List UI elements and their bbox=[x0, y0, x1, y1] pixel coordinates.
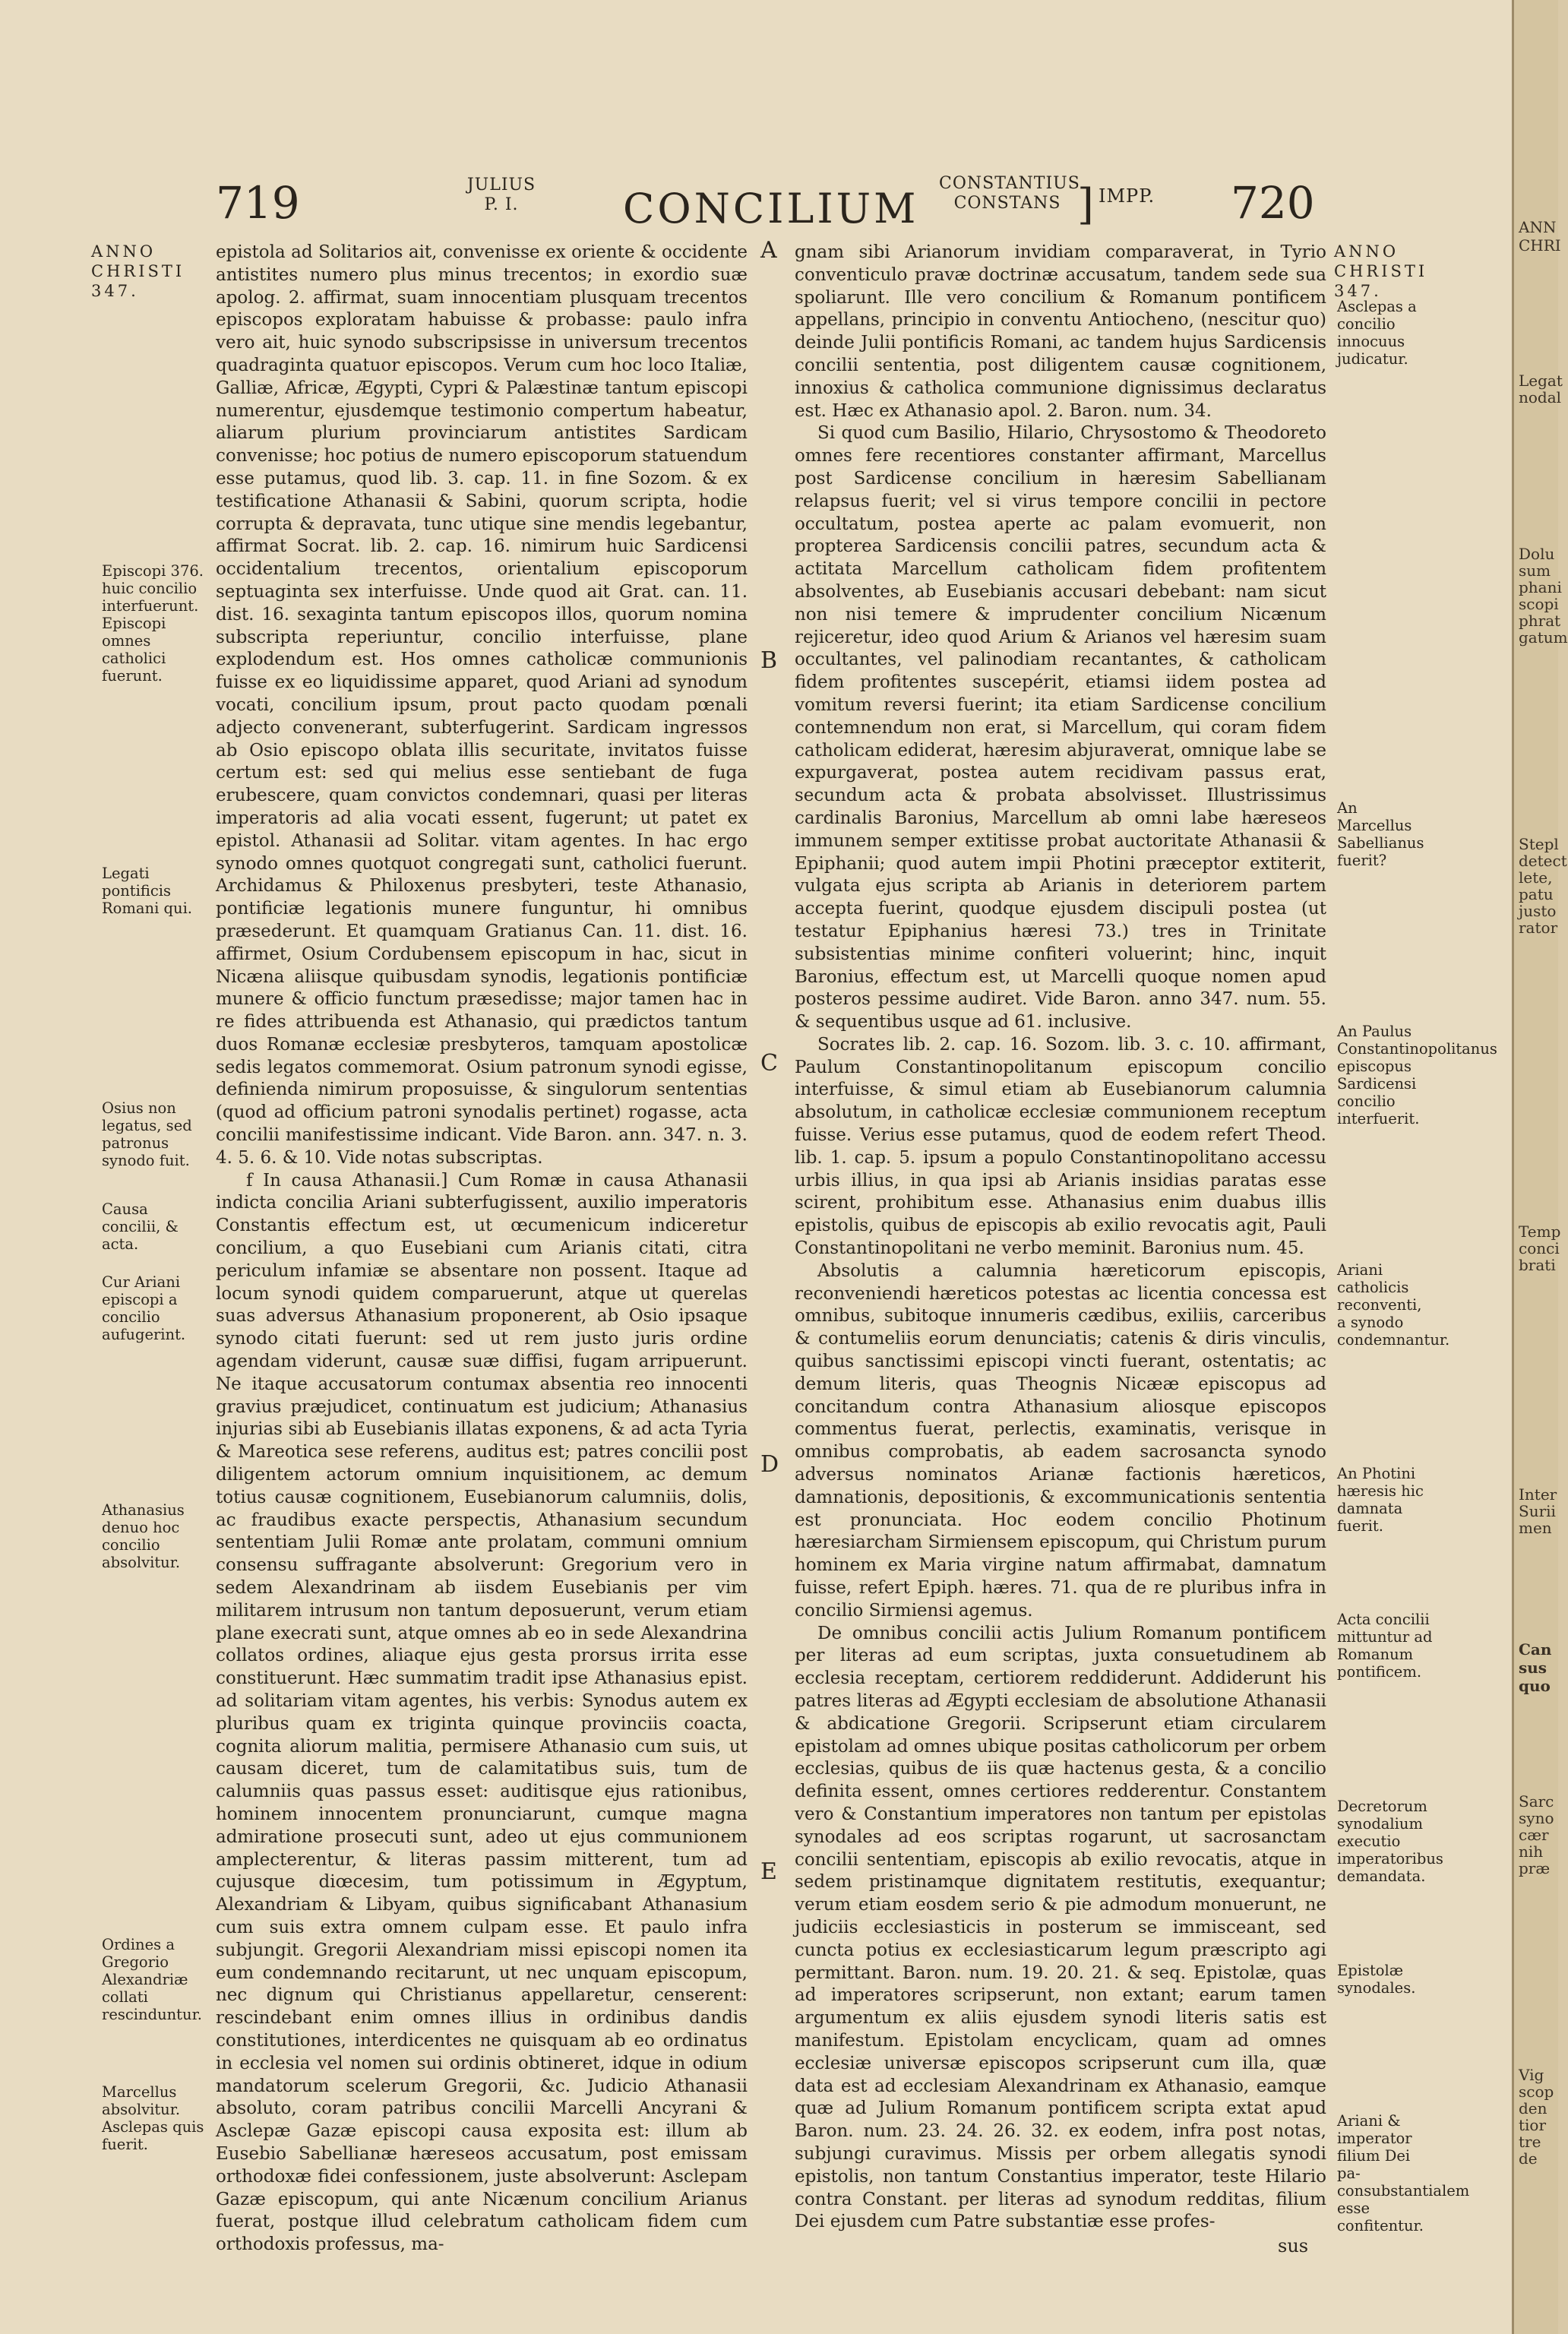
left-margin-note: Ordines a Gregorio Alexandriæ collati rescinduntur. bbox=[102, 1936, 202, 2023]
section-letter: A bbox=[760, 237, 777, 264]
paragraph: f In causa Athanasii.] Cum Romæ in causa Athanasii indicta concilia Ariani subterfugissent, auxilio imperatoris Constantis effectum est, ut œcumenicum indiceretur concilium, a quo Eusebiani cum Arianis citati, citra periculum infamiæ se absentare non possent. Itaque ad locum synodi quidem comparuerunt, atque ut querelas suas adversus Athanasium proponerent, ab Osio ipsaque synodo citati fuerunt: sed ut rem justo juris ordine agendam viderunt, causæ suæ diffisi, fugam arripuerunt. Ne itaque accusatorum contumax absentia reo innocenti gravius præjudicet, continuatum est judicium; Athanasius injurias sibi ab Eusebianis illatas exponens, & ad acta Tyria & Mareotica sese referens, auditus est; patres concilii post diligentem actorum omnium inquisitionem, ac demum totius causæ cognitionem, Eusebianorum calumniis, dolis, ac fraudibus exacte perspectis, Athanasium secundum sententiam Julii Romæ ante prolatam, communi omnium consensu suffragante absolverunt: Gregorium vero in sedem Alexandrinam ab iisdem Eusebianis per vim militarem intrusum non tantum deposuerunt, verum etiam plane execrati sunt, atque omnes ab eo in sede Alexandrina collatos ordines, aliaque ejus gesta prorsus irrita esse constituerunt. Hæc summatim tradit ipse Athanasius epist. ad solitariam vitam agentes, his verbis: Synodus autem ex pluribus quam ex triginta quinque provinciis coacta, cognita aliorum malitia, permisere Athanasio cum suis, ut causam diceret, tum de calamitatibus suis, tum de calumniis quas passus esset: auditisque ejus rationibus, hominem innocentem pronunciarunt, cumque magna admiratione prosecuti sunt, adeo ut ejus communionem amplecterentur, & literas passim mitterent, tum ad cujusque diœcesim, tum potissimum in Ægyptum, Alexandriam & Libyam, quibus significabant Athanasium cum suis extra omnem culpam esse. Et paulo infra subjungit. Gregorii Alexandriam missi episcopi nomen ita eum condemnando recitarunt, ut nec unquam episcopum, nec dignum qui Christianus appellaretur, censerent: rescindebant enim omnes illius in ordinibus dandis constitutiones, interdicentes ne quisquam ab eo ordinatus in ecclesia vel nomen sui ordinis obtineret, idque in odium mandatorum scelerum Gregorii, &c. Judicio Athanasii absoluto, coram patribus concilii Marcelli Ancyrani & Asclepæ Gazæ episcopi causa exposita est: illum ab Eusebio Sabellianæ hæreseos accusatum, post emissam orthodoxæ fidei confessionem, juste absolverunt: Asclepam Gazæ episcopum, qui ante Nicænum concilium Arianus fuerat, postque illud celebratum catholicam fidem cum orthodoxis professus, ma- bbox=[216, 1170, 748, 2255]
running-head-brace: ] bbox=[1077, 180, 1094, 229]
left-margin-note: Causa concilii, & acta. bbox=[102, 1200, 179, 1253]
right-margin-note: Asclepas a concilio innocuus judicatur. bbox=[1337, 298, 1417, 368]
right-margin-note: An Paulus Constantinopolitanus episcopus Sardicensi concilio interfuerit. bbox=[1337, 1023, 1497, 1127]
left-running-head: JULIUS P. I. bbox=[466, 176, 536, 214]
page-title: CONCILIUM bbox=[623, 185, 919, 232]
section-letter: B bbox=[760, 647, 778, 674]
next-page-edge: ANN CHRI Legat nodal Dolu sum phani scopi phrat gatum Stepl detect lete, patu justo rator Temp conci brati Inter Surii men Can sus quo Sarc syno cær nih præ Vig scop den tior tre de bbox=[1512, 0, 1558, 2334]
left-margin-note: Cur Ariani episcopi a concilio aufugerint. bbox=[102, 1273, 186, 1343]
right-margin-note: Epistolæ synodales. bbox=[1337, 1962, 1416, 1997]
right-margin-note: An Marcellus Sabellianus fuerit? bbox=[1337, 799, 1424, 869]
paragraph: De omnibus concilii actis Julium Romanum pontificem per literas ad eum scriptas, juxta consuetudinem ab ecclesia receptam, certiorem reddiderunt. Addiderunt his patres literas ad Ægypti ecclesiam de absolutione Athanasii & abdicatione Gregorii. Scripserunt etiam circularem epistolam ad omnes ubique positas catholicorum per orbem ecclesias, quibus de iis quæ hactenus gesta, & a concilio definita essent, omnes certiores redderentur. Constantem vero & Constantium imperatores non tantum per epistolas synodales ad eos scriptas rogarunt, ut sacrosanctam concilii sententiam, episcopis ab exilio revocatis, atque in sedem pristinamque dignitatem restitutis, exequantur; verum etiam eosdem serio & pie admodum monuerunt, ne judiciis ecclesiasticis in posterum se immisceant, sed cuncta potius ex ecclesiasticarum legum præscripto agi permittant. Baron. num. 19. 20. 21. & seq. Epistolæ, quas ad imperatores scripserunt, non extant; earum tamen argumentum ex aliis ejusdem synodi literis satis est manifestum. Epistolam encyclicam, quam ad omnes ecclesiæ universæ episcopos scripserunt cum illa, quæ data est ad ecclesiam Alexandrinam ex Athanasio, eamque quæ ad Julium Romanum pontificem scripta extat apud Baron. num. 23. 24. 26. 32. ex eodem, infra post notas, subjungi curavimus. Missis per orbem allegatis synodi epistolis, non tantum Constantius imperator, teste Hilario contra Constant. per literas ad synodum redditas, filium Dei ejusdem cum Patre substantiæ esse profes- bbox=[795, 1623, 1326, 2232]
catchword: sus bbox=[1278, 2235, 1309, 2257]
paragraph: Socrates lib. 2. cap. 16. Sozom. lib. 3. c. 10. affirmant, Paulum Constantinopolitanum episcopum concilio interfuisse, & simul etiam ab Eusebianorum calumnia absolutum, in catholicæ ecclesiæ communionem receptum fuisse. Verius esse putamus, quod de eodem refert Theod. lib. 1. cap. 5. ipsum a populo Constantinopolitano accessu urbis illius, in qua ipsi ab Arianis insidias paratas esse scirent, prohibitum esse. Athanasius enim duabus illis epistolis, quibus de episcopis ab exilio revocatis agit, Pauli Constantinopolitani ne verbo meminit. Baronius num. 45. bbox=[795, 1034, 1326, 1259]
running-header bbox=[0, 163, 1512, 239]
right-text-column bbox=[795, 242, 1326, 2247]
paragraph: Si quod cum Basilio, Hilario, Chrysostomo & Theodoreto omnes fere recentiores constanter affirmant, Marcellus post Sardicense concilium in hæresim Sabellianam relapsus fuerit; vel si virus tempore concilii in pectore occultatum, postea aperte ac palam evomuerit, non propterea Sardicensis concilii patres, secundum acta & actitata Marcellum catholicam fidem profitentem absolventes, ab Eusebianis accusari debebant: nam sicut non nisi temere & imprudenter concilium Nicænum rejiceretur, ideo quod Arium & Arianos vel hæresim suam occultantes, vel palinodiam recantantes, & catholicam fidem profitentes suscepérit, etiamsi iidem postea ad vomitum reversi fuerint; ita etiam Sardicense concilium contemnendum non erat, si Marcellum, qui coram fidem catholicam ediderat, hæresim abjuraverat, omnique labe se expurgaverat, postea autem recidivam passus erat, secundum acta & probata absolvisset. Illustrissimus cardinalis Baronius, Marcellum ab omni labe hæreseos immunem semper extitisse probat auctoritate Athanasii & Epiphanii; quod autem impii Photini præceptor extiterit, vulgata ejus scripta ab Arianis in deteriorem partem accepta fuerint, quodque ejusdem discipuli postea (ut testatur Epiphanius hæresi 73.) tres in Trinitate subsistentias minime confiteri voluerint; hinc, inquit Baronius, effectum est, ut Marcelli quoque nomen apud posteros pessime audiret. Vide Baron. anno 347. num. 55. & sequentibus usque ad 61. inclusive. bbox=[795, 423, 1326, 1033]
right-margin-note: Acta concilii mittuntur ad Romanum pontificem. bbox=[1337, 1611, 1433, 1681]
paragraph: gnam sibi Arianorum invidiam comparaverat, in Tyrio conventiculo pravæ doctrinæ accusatum, tandem sede sua spoliarunt. Ille vero concilium & Romanum pontificem appellans, principio in conventu Antiocheno, (nescitur quo) deinde Julii pontificis Romani, ac tandem hujus Sardicensis concilii sententia, post diligentem causæ cognitionem, innoxius & catholica communione dignissimus declaratus est. Hæc ex Athanasio apol. 2. Baron. num. 34. bbox=[795, 242, 1326, 421]
section-letter: C bbox=[760, 1050, 778, 1077]
right-margin-note: Ariani & imperator filium Dei pa- consubstantialem esse confitentur. bbox=[1337, 2112, 1470, 2234]
right-page-number: 720 bbox=[1231, 177, 1315, 229]
right-margin-note: Decretorum synodalium executio imperatoribus demandata. bbox=[1337, 1798, 1443, 1885]
left-text-column bbox=[216, 242, 748, 2255]
section-letter: D bbox=[760, 1451, 779, 1478]
paragraph: epistola ad Solitarios ait, convenisse ex oriente & occidente antistites numero plus minus trecentos; in exordio suæ apolog. 2. affirmat, suam innocentiam plusquam trecentos episcopos exploratam habuisse & probasse: paulo infra vero ait, huic synodo subscripsisse in universum trecentos quadraginta quatuor episcopos. Verum cum hoc loco Italiæ, Galliæ, Africæ, Ægypti, Cypri & Palæstinæ tantum episcopi numerentur, ejusdemque testimonio compertum habeatur, aliarum plurium provinciarum antistites Sardicam convenisse; hoc potius de numero episcoporum statuendum esse putamus, quod lib. 3. cap. 11. in fine Sozom. & ex testificatione Athanasii & Sabini, quorum scripta, hodie corrupta & depravata, tunc utique sine mendis legebantur, affirmat Socrat. lib. 2. cap. 16. nimirum huic Sardicensi occidentalium trecentos, orientalium episcoporum septuaginta sex interfuisse. Unde quod ait Grat. can. 11. dist. 16. sexaginta tantum episcopos illos, quorum nomina subscripta reperiuntur, concilio interfuisse, plane explodendum est. Hos omnes catholicæ communionis fuisse ex eo liquidissime apparet, quod Ariani ad synodum vocati, concilium ipsum, prout pacto quodam pœnali adjecto convenerant, subterfugerint. Sardicam ingressos ab Osio episcopo oblata illis securitate, invitatos fuisse certum est: sed qui melius esse sentiebant de fuga erubescere, quam convictos condemnari, quasi per literas imperatoris ad alia vocati essent, fugerunt; ut patet ex epistol. Athanasii ad Solitar. vitam agentes. In hac ergo synodo omnes quotquot congregati sunt, catholici fuerunt. Archidamus & Philoxenus presbyteri, teste Athanasio, pontificiæ legationis munere funguntur, hi omnibus præsederunt. Et quamquam Gratianus Can. 11. dist. 16. affirmet, Osium Cordubensem episcopum in hac, sicut in Nicæna aliisque quibusdam synodis, legationis pontificiæ munere & officio functum præsedisse; major tamen hac in re fides attribuenda est Athanasio, qui prædictos tantum duos Romanæ ecclesiæ presbyteros, tamquam apostolicæ sedis legatos commemorat. Osium patronum synodi egisse, definienda nimirum proposuisse, & singulorum sententias (quod ad officium patroni synodalis pertinet) rogasse, acta concilii manifestissime indicant. Vide Baron. ann. 347. n. 3. 4. 5. 6. & 10. Vide notas subscriptas. bbox=[216, 242, 748, 1168]
left-margin-note: Osius non legatus, sed patronus synodo fuit. bbox=[102, 1099, 192, 1169]
right-running-head: CONSTANTIUS CONSTANS bbox=[939, 174, 1080, 213]
right-margin-note: An Photini hæresis hic damnata fuerit. bbox=[1337, 1465, 1424, 1535]
left-anno-christi: ANNO CHRISTI 347. bbox=[91, 242, 185, 300]
left-page-number: 719 bbox=[216, 177, 300, 229]
right-margin-note: Ariani catholicis reconventi, a synodo condemnantur. bbox=[1337, 1261, 1450, 1349]
left-margin-note: Athanasius denuo hoc concilio absolvitur. bbox=[102, 1501, 185, 1571]
paragraph: Absolutis a calumnia hæreticorum episcopis, reconveniendi hæreticos potestas ac licentia concessa est omnibus, subitoque innumeris cædibus, exiliis, carceribus & contumeliis eorum denunciatis; catenis & diris vinculis, quibus sanctissimi episcopi vincti fuerant, ostentatis; ac demum literis, quas Theognis Nicææ episcopus ad concitandum contra Athanasium aliosque episcopos commentus fuerat, perlectis, examinatis, verisque in omnibus comprobatis, ab eadem sacrosancta synodo adversus nominatos Arianæ factionis hæreticos, damnationis, depositionis, & excommunicationis sententia est pronunciata. Hoc eodem concilio Photinum hæresiarcham Sirmiensem episcopum, qui Christum purum hominem ex Maria virgine natum affirmabat, damnatum fuisse, refert Epiph. hæres. 71. qua de re pluribus infra in concilio Sirmiensi agemus. bbox=[795, 1260, 1326, 1621]
left-margin-note: Episcopi 376. huic concilio interfuerunt. Episcopi omnes catholici fuerunt. bbox=[102, 562, 204, 685]
left-margin-note: Legati pontificis Romani qui. bbox=[102, 865, 193, 917]
left-margin-note: Marcellus absolvitur. Asclepas quis fuerit. bbox=[102, 2083, 204, 2153]
section-letter: E bbox=[760, 1858, 777, 1885]
impp-label: IMPP. bbox=[1099, 185, 1155, 207]
right-anno-christi: ANNO CHRISTI 347. bbox=[1334, 242, 1428, 300]
